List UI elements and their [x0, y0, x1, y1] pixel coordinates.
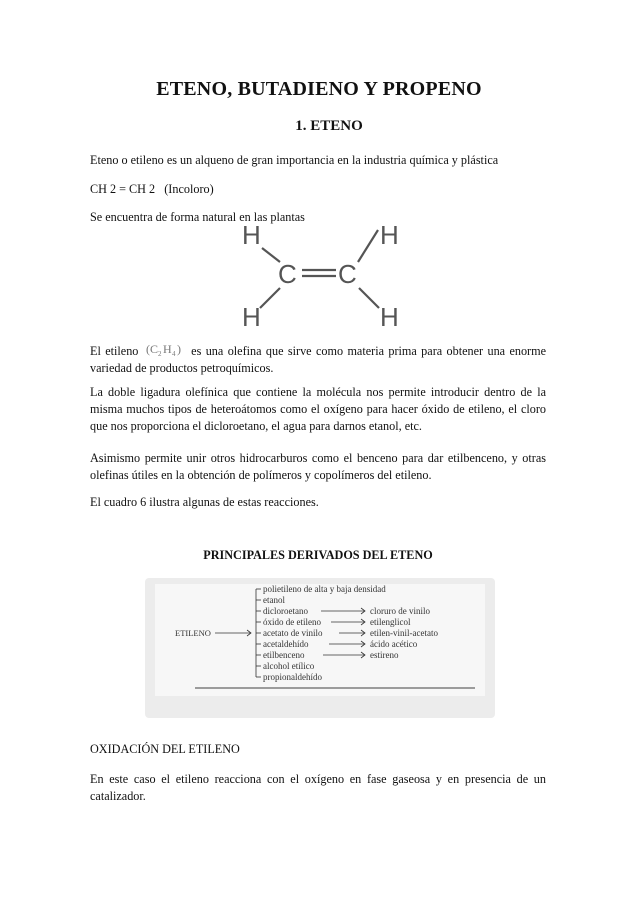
derivative-item-6: acetaldehído [263, 639, 309, 649]
product-item-3: etilen-vinil-acetato [370, 628, 438, 638]
paragraph-double-bond: La doble ligadura olefínica que contiene la molécula nos permite introducir dentro de la misma muchos tipos de heteroátomos como el oxígeno para hacer óxido de etileno, el cloro que nos proporciona el dicloroetano, el agua para darnos etanol, etc. [90, 385, 546, 433]
product-item-5: estireno [370, 650, 399, 660]
atom-c-right: C [338, 259, 357, 289]
paragraph-intro: Eteno o etileno es un alqueno de gran importancia en la industria química y plástica [90, 153, 499, 167]
bond-c-h-bottom-right [359, 288, 379, 308]
derivative-item-7: etilbenceno [263, 650, 305, 660]
derivative-item-1: polietileno de alta y baja densidad [263, 584, 386, 594]
paragraph-olefin [90, 342, 546, 377]
diagram-source-etileno: ETILENO [175, 628, 211, 638]
atom-h-top-right: H [380, 220, 399, 250]
product-item-2: etilenglicol [370, 617, 411, 627]
svg-text:C: C [149, 342, 158, 356]
page-title: ETENO, BUTADIENO Y PROPENO [156, 78, 482, 100]
c2h4-formula-image [145, 342, 185, 358]
svg-text:(: ( [145, 342, 150, 356]
paragraph-oxidation: En este caso el etileno reacciona con el oxígeno en fase gaseosa y en presencia de un catalizador. [90, 772, 546, 803]
derivative-item-9: propionaldehído [263, 672, 322, 682]
bond-c-h-bottom-left [260, 288, 280, 308]
atom-c-left: C [278, 259, 297, 289]
product-item-1: cloruro de vinilo [370, 606, 430, 616]
atom-h-top-left: H [242, 220, 261, 250]
atom-h-bottom-left: H [242, 302, 261, 332]
bond-c-h-top-left [262, 248, 280, 262]
derivatives-heading: PRINCIPALES DERIVADOS DEL ETENO [203, 548, 433, 562]
atom-h-bottom-right: H [380, 302, 399, 332]
paragraph-natural: Se encuentra de forma natural en las plantas [90, 210, 305, 224]
svg-text:H: H [162, 342, 172, 356]
paragraph-benzene: Asimismo permite unir otros hidrocarburos como el benceno para dar etilbenceno, y otras olefinas útiles en la obtención de polímeros y copolímeros del etileno. [90, 451, 546, 482]
derivatives-diagram [155, 582, 485, 694]
ethylene-structure-diagram [232, 218, 412, 333]
svg-text:2: 2 [157, 350, 162, 358]
section-heading-eteno: 1. ETENO [295, 118, 363, 134]
paragraph-formula: CH 2 = CH 2 (Incoloro) [90, 182, 214, 196]
derivative-item-5: acetato de vinilo [263, 628, 323, 638]
derivative-item-4: óxido de etileno [263, 617, 321, 627]
svg-text:4: 4 [171, 350, 176, 358]
derivative-item-3: dicloroetano [263, 606, 308, 616]
product-item-4: ácido acético [370, 639, 418, 649]
derivative-item-2: etanol [263, 595, 285, 605]
paragraph-cuadro: El cuadro 6 ilustra algunas de estas reacciones. [90, 495, 319, 509]
bond-c-h-top-right [358, 230, 378, 262]
paragraph-olefin-rest: es una olefina que sirve como materia prima para obtener una enorme variedad de productos petroquímicos. [90, 344, 547, 375]
section-heading-oxidacion: OXIDACIÓN DEL ETILENO [90, 742, 240, 756]
derivative-item-8: alcohol etílico [263, 661, 315, 671]
svg-text:): ) [176, 342, 181, 356]
paragraph-olefin-start: El etileno [90, 344, 139, 358]
